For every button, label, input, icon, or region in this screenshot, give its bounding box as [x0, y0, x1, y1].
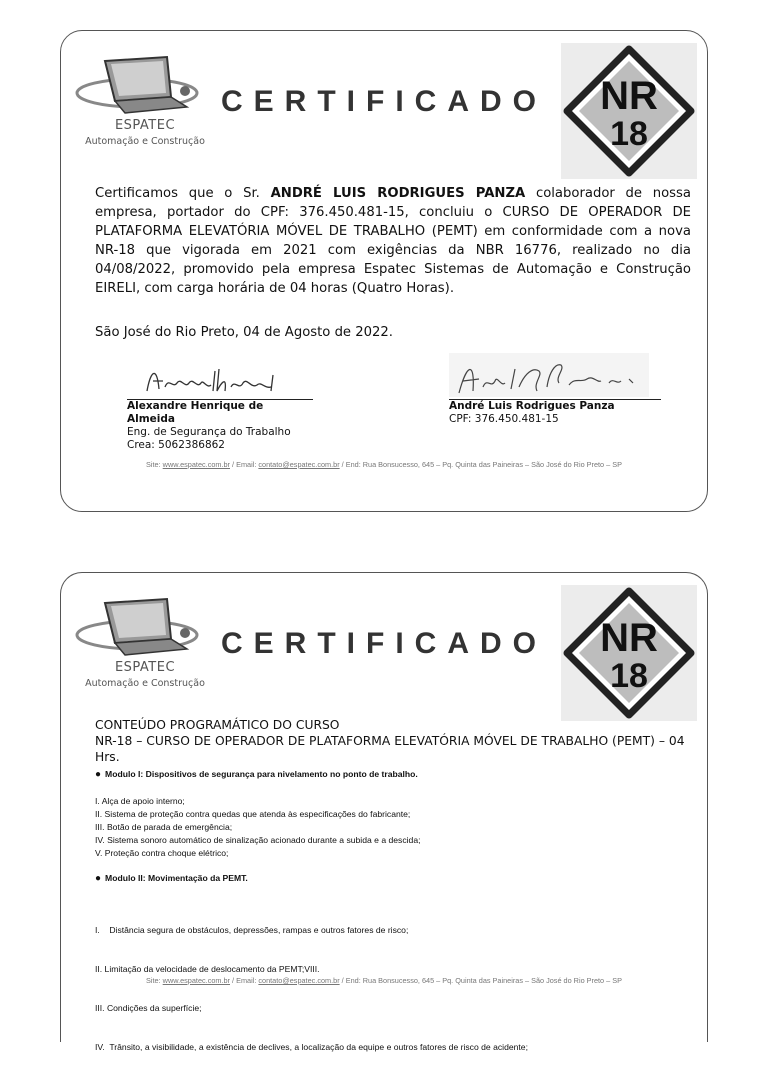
module-1-item: III. Botão de parada de emergência;	[95, 822, 233, 832]
instructor-role: Eng. de Segurança do Trabalho	[127, 426, 291, 438]
student-signature-image	[449, 353, 649, 397]
student-signature-block	[449, 399, 661, 426]
instructor-name: Alexandre Henrique de Almeida	[127, 400, 264, 425]
instructor-signature-image	[141, 361, 291, 397]
email-link[interactable]: contato@espatec.com.br	[258, 460, 340, 469]
instructor-signature-block	[127, 399, 313, 452]
module-1-item: I. Alça de apoio interno;	[95, 796, 185, 806]
bullet-icon: ●	[95, 873, 102, 884]
module-2-item: III. Condições da superfície;	[95, 1003, 202, 1013]
contact-footer: Site: www.espatec.com.br / Email: contato@espatec.com.br / End: Rua Bonsucesso, 645 – Pq. Quinta das Paineiras – São José do Rio Preto – SP	[146, 976, 622, 985]
site-link[interactable]: www.espatec.com.br	[162, 460, 230, 469]
email-link[interactable]: contato@espatec.com.br	[258, 976, 340, 985]
footer-address: / End: Rua Bonsucesso, 645 – Pq. Quinta das Paineiras – São José do Rio Preto – SP	[339, 976, 622, 985]
logo-subtitle: Automação e Construção	[85, 678, 205, 689]
espatec-logo	[75, 593, 215, 693]
module-2-items	[95, 898, 528, 1080]
badge-line2: 18	[610, 115, 648, 153]
logo-brand: ESPATEC	[114, 118, 176, 133]
logo-subtitle: Automação e Construção	[85, 136, 205, 147]
module-1-item: IV. Sistema sonoro automático de sinalização acionado durante a subida e a descida;	[95, 835, 421, 845]
badge-line1: NR	[600, 74, 658, 118]
badge-line1: NR	[600, 616, 658, 660]
espatec-logo	[75, 51, 215, 151]
instructor-registration: Crea: 5062386862	[127, 439, 225, 451]
footer-address: / End: Rua Bonsucesso, 645 – Pq. Quinta das Paineiras – São José do Rio Preto – SP	[339, 460, 622, 469]
certificate-title: CERTIFICADO	[221, 85, 547, 118]
module-2-item: II. Limitação da velocidade de deslocamento da PEMT;VIII.	[95, 964, 320, 974]
nr18-badge	[561, 43, 697, 179]
module-1-item: II. Sistema de proteção contra quedas que atenda às especificações do fabricante;	[95, 809, 411, 819]
module-1-title: ● Modulo I: Dispositivos de segurança para nivelamento no ponto de trabalho.	[95, 769, 418, 780]
statement-intro: Certificamos que o Sr.	[95, 186, 271, 201]
student-name: ANDRÉ LUIS RODRIGUES PANZA	[270, 186, 526, 201]
statement-body: colaborador de nossa empresa, portador do CPF: 376.450.481-15, concluiu o CURSO DE OPERADOR DE PLATAFORMA ELEVATÓRIA MÓVEL DE TRABALHO (PEMT) em conformidade com a nova NR-18 que vigorada em 2021 com exigências da NBR 16776, realizado no dia 04/08/2022, promovido pela empresa Espatec Sistemas de Automação e Construção EIRELI, com carga horária de 04 horas (Quatro Horas).	[95, 186, 691, 296]
badge-line2: 18	[610, 657, 648, 695]
module-2-item: I. Distância segura de obstáculos, depressões, rampas e outros fatores de risco;	[95, 925, 409, 935]
certificate-card-back	[60, 572, 708, 1052]
laptop-logo-icon	[75, 593, 215, 663]
certificate-title: CERTIFICADO	[221, 627, 547, 660]
program-header	[95, 717, 707, 765]
bullet-icon: ●	[95, 769, 102, 780]
laptop-logo-icon	[75, 51, 215, 121]
program-heading: CONTEÚDO PROGRAMÁTICO DO CURSO	[95, 718, 340, 732]
site-link[interactable]: www.espatec.com.br	[162, 976, 230, 985]
module-1-items	[95, 795, 421, 860]
contact-footer: Site: www.espatec.com.br / Email: contato@espatec.com.br / End: Rua Bonsucesso, 645 – Pq. Quinta das Paineiras – São José do Rio Preto – SP	[146, 460, 622, 469]
module-2-item: IV. Trânsito, a visibilidade, a existência de declives, a localização da equipe e outros fatores de risco de acidente;	[95, 1042, 528, 1052]
program-course: NR-18 – CURSO DE OPERADOR DE PLATAFORMA ELEVATÓRIA MÓVEL DE TRABALHO (PEMT) – 04 Hrs.	[95, 734, 685, 764]
nr18-badge	[561, 585, 697, 721]
student-signature-name: André Luis Rodrigues Panza	[449, 400, 615, 412]
certificate-card-front	[60, 30, 708, 512]
student-cpf: CPF: 376.450.481-15	[449, 413, 559, 425]
module-1-item: V. Proteção contra choque elétrico;	[95, 848, 229, 858]
module-2-title: ● Modulo II: Movimentação da PEMT.	[95, 873, 248, 884]
certificate-statement	[95, 184, 691, 298]
logo-brand: ESPATEC	[114, 660, 176, 675]
place-date: São José do Rio Preto, 04 de Agosto de 2022.	[95, 325, 393, 340]
